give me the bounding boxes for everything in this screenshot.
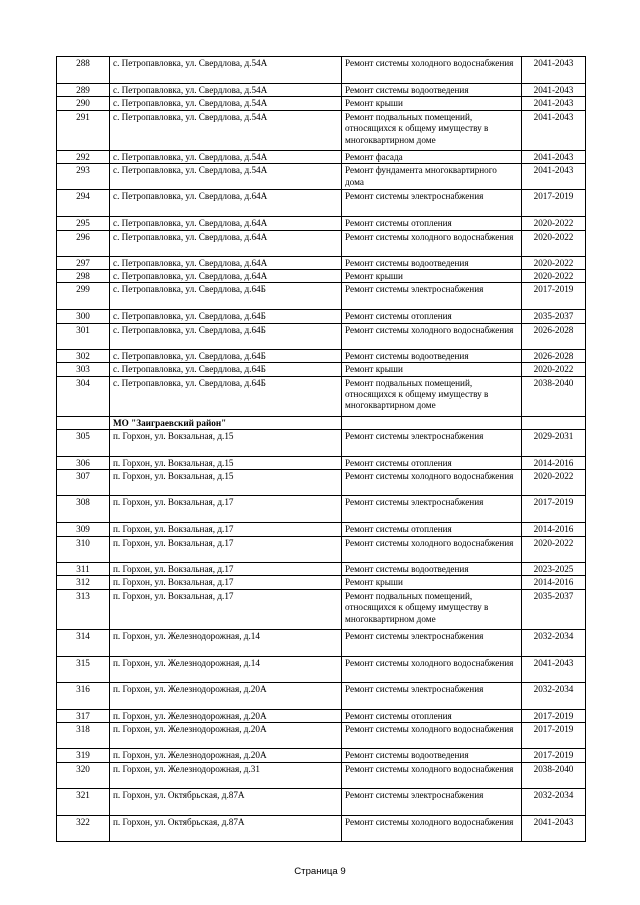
work-type-cell: Ремонт системы водоотведения [342, 749, 522, 762]
address-cell: с. Петропавловка, ул. Свердлова, д.64Б [110, 323, 342, 349]
work-type-cell: Ремонт системы холодного водоснабжения [342, 470, 522, 496]
period-cell: 2038-2040 [522, 762, 586, 788]
work-type-cell: Ремонт системы холодного водоснабжения [342, 323, 522, 349]
row-number: 288 [57, 57, 110, 84]
work-type-cell: Ремонт системы электроснабжения [342, 283, 522, 310]
table-row [57, 496, 586, 523]
row-number: 295 [57, 217, 110, 230]
period-cell: 2026-2028 [522, 323, 586, 349]
work-type-cell: Ремонт системы водоотведения [342, 84, 522, 97]
row-number: 305 [57, 430, 110, 457]
work-type-cell: Ремонт системы холодного водоснабжения [342, 57, 522, 84]
work-type-cell: Ремонт системы электроснабжения [342, 788, 522, 815]
address-cell: п. Горхон, ул. Октябрьская, д.87А [110, 788, 342, 815]
region-number-cell [57, 416, 110, 429]
address-cell: с. Петропавловка, ул. Свердлова, д.54А [110, 164, 342, 190]
work-type-cell: Ремонт системы отопления [342, 217, 522, 230]
period-cell: 2035-2037 [522, 310, 586, 323]
table-row [57, 57, 586, 84]
address-cell: п. Горхон, ул. Вокзальная, д.15 [110, 457, 342, 470]
table-row [57, 682, 586, 709]
work-type-cell: Ремонт крыши [342, 270, 522, 283]
address-cell: с. Петропавловка, ул. Свердлова, д.64Б [110, 283, 342, 310]
row-number: 315 [57, 656, 110, 682]
row-number: 321 [57, 788, 110, 815]
table-row [57, 150, 586, 163]
table-row [57, 562, 586, 575]
table-row [57, 536, 586, 562]
period-cell: 2026-2028 [522, 349, 586, 362]
table-row [57, 270, 586, 283]
work-type-cell: Ремонт системы холодного водоснабжения [342, 230, 522, 256]
work-type-cell: Ремонт системы электроснабжения [342, 682, 522, 709]
period-cell: 2023-2025 [522, 562, 586, 575]
work-type-cell: Ремонт подвальных помещений, относящихся к общему имуществу в многоквартирном доме [342, 589, 522, 629]
period-cell: 2038-2040 [522, 376, 586, 416]
table-row [57, 217, 586, 230]
row-number: 304 [57, 376, 110, 416]
table-row [57, 457, 586, 470]
table-row [57, 363, 586, 376]
period-cell: 2014-2016 [522, 576, 586, 589]
table-row [57, 723, 586, 749]
period-cell: 2029-2031 [522, 430, 586, 457]
table-row [57, 576, 586, 589]
period-cell: 2020-2022 [522, 536, 586, 562]
row-number: 311 [57, 562, 110, 575]
address-cell: с. Петропавловка, ул. Свердлова, д.64А [110, 230, 342, 256]
row-number: 301 [57, 323, 110, 349]
period-cell: 2035-2037 [522, 589, 586, 629]
row-number: 298 [57, 270, 110, 283]
row-number: 303 [57, 363, 110, 376]
address-cell: п. Горхон, ул. Вокзальная, д.17 [110, 589, 342, 629]
work-type-cell: Ремонт системы холодного водоснабжения [342, 656, 522, 682]
row-number: 313 [57, 589, 110, 629]
work-type-cell: Ремонт системы отопления [342, 457, 522, 470]
table-row [57, 190, 586, 217]
row-number: 296 [57, 230, 110, 256]
work-type-cell: Ремонт системы электроснабжения [342, 190, 522, 217]
address-cell: п. Горхон, ул. Октябрьская, д.87А [110, 815, 342, 841]
row-number: 307 [57, 470, 110, 496]
address-cell: с. Петропавловка, ул. Свердлова, д.64Б [110, 349, 342, 362]
row-number: 308 [57, 496, 110, 523]
address-cell: с. Петропавловка, ул. Свердлова, д.54А [110, 57, 342, 84]
table-row [57, 656, 586, 682]
table-row [57, 430, 586, 457]
row-number: 292 [57, 150, 110, 163]
work-type-cell: Ремонт системы холодного водоснабжения [342, 762, 522, 788]
row-number: 317 [57, 709, 110, 722]
table-row [57, 84, 586, 97]
row-number: 312 [57, 576, 110, 589]
work-type-cell: Ремонт системы отопления [342, 310, 522, 323]
work-type-cell: Ремонт системы электроснабжения [342, 496, 522, 523]
table-row [57, 629, 586, 656]
table-body [57, 57, 586, 842]
period-cell: 2032-2034 [522, 629, 586, 656]
period-cell: 2020-2022 [522, 256, 586, 269]
row-number: 306 [57, 457, 110, 470]
address-cell: п. Горхон, ул. Вокзальная, д.15 [110, 430, 342, 457]
period-cell: 2017-2019 [522, 723, 586, 749]
region-empty-cell [522, 416, 586, 429]
address-cell: с. Петропавловка, ул. Свердлова, д.54А [110, 97, 342, 110]
period-cell: 2032-2034 [522, 788, 586, 815]
address-cell: с. Петропавловка, ул. Свердлова, д.64Б [110, 376, 342, 416]
period-cell: 2032-2034 [522, 682, 586, 709]
address-cell: п. Горхон, ул. Вокзальная, д.17 [110, 562, 342, 575]
period-cell: 2020-2022 [522, 217, 586, 230]
region-header-row [57, 416, 586, 429]
row-number: 319 [57, 749, 110, 762]
row-number: 322 [57, 815, 110, 841]
table-row [57, 110, 586, 150]
period-cell: 2041-2043 [522, 150, 586, 163]
row-number: 297 [57, 256, 110, 269]
region-title: МО "Заиграевский район" [110, 416, 342, 429]
table-row [57, 788, 586, 815]
page-number-footer: Страница 9 [294, 866, 346, 877]
table-row [57, 97, 586, 110]
address-cell: с. Петропавловка, ул. Свердлова, д.54А [110, 84, 342, 97]
table-row [57, 470, 586, 496]
row-number: 294 [57, 190, 110, 217]
period-cell: 2017-2019 [522, 749, 586, 762]
row-number: 314 [57, 629, 110, 656]
row-number: 320 [57, 762, 110, 788]
period-cell: 2041-2043 [522, 656, 586, 682]
work-type-cell: Ремонт системы отопления [342, 709, 522, 722]
period-cell: 2020-2022 [522, 270, 586, 283]
address-cell: с. Петропавловка, ул. Свердлова, д.64А [110, 190, 342, 217]
row-number: 291 [57, 110, 110, 150]
work-type-cell: Ремонт фасада [342, 150, 522, 163]
row-number: 289 [57, 84, 110, 97]
address-cell: с. Петропавловка, ул. Свердлова, д.64Б [110, 310, 342, 323]
table-row [57, 762, 586, 788]
table-row [57, 256, 586, 269]
row-number: 309 [57, 523, 110, 536]
work-type-cell: Ремонт системы водоотведения [342, 256, 522, 269]
period-cell: 2014-2016 [522, 457, 586, 470]
work-type-cell: Ремонт крыши [342, 576, 522, 589]
work-type-cell: Ремонт подвальных помещений, относящихся к общему имуществу в многоквартирном доме [342, 110, 522, 150]
row-number: 302 [57, 349, 110, 362]
table-row [57, 283, 586, 310]
period-cell: 2017-2019 [522, 190, 586, 217]
row-number: 300 [57, 310, 110, 323]
address-cell: п. Горхон, ул. Железнодорожная, д.20А [110, 709, 342, 722]
table-row [57, 164, 586, 190]
address-cell: п. Горхон, ул. Железнодорожная, д.14 [110, 629, 342, 656]
table-row [57, 310, 586, 323]
period-cell: 2041-2043 [522, 164, 586, 190]
region-empty-cell [342, 416, 522, 429]
address-cell: с. Петропавловка, ул. Свердлова, д.54А [110, 150, 342, 163]
address-cell: п. Горхон, ул. Железнодорожная, д.20А [110, 682, 342, 709]
work-type-cell: Ремонт подвальных помещений, относящихся к общему имуществу в многоквартирном доме [342, 376, 522, 416]
address-cell: п. Горхон, ул. Вокзальная, д.15 [110, 470, 342, 496]
address-cell: с. Петропавловка, ул. Свердлова, д.64А [110, 217, 342, 230]
row-number: 316 [57, 682, 110, 709]
period-cell: 2041-2043 [522, 110, 586, 150]
address-cell: п. Горхон, ул. Железнодорожная, д.14 [110, 656, 342, 682]
row-number: 299 [57, 283, 110, 310]
row-number: 290 [57, 97, 110, 110]
address-cell: п. Горхон, ул. Вокзальная, д.17 [110, 496, 342, 523]
period-cell: 2041-2043 [522, 57, 586, 84]
table-row [57, 230, 586, 256]
period-cell: 2020-2022 [522, 230, 586, 256]
period-cell: 2017-2019 [522, 283, 586, 310]
address-cell: п. Горхон, ул. Вокзальная, д.17 [110, 523, 342, 536]
work-type-cell: Ремонт системы отопления [342, 523, 522, 536]
period-cell: 2014-2016 [522, 523, 586, 536]
period-cell: 2041-2043 [522, 97, 586, 110]
work-type-cell: Ремонт системы водоотведения [342, 349, 522, 362]
work-type-cell: Ремонт системы холодного водоснабжения [342, 536, 522, 562]
address-cell: п. Горхон, ул. Вокзальная, д.17 [110, 536, 342, 562]
row-number: 293 [57, 164, 110, 190]
repair-schedule-table [56, 56, 586, 842]
table-row [57, 323, 586, 349]
address-cell: п. Горхон, ул. Железнодорожная, д.20А [110, 749, 342, 762]
address-cell: с. Петропавловка, ул. Свердлова, д.54А [110, 110, 342, 150]
table-row [57, 349, 586, 362]
period-cell: 2017-2019 [522, 496, 586, 523]
work-type-cell: Ремонт системы холодного водоснабжения [342, 723, 522, 749]
work-type-cell: Ремонт системы электроснабжения [342, 430, 522, 457]
table-row [57, 709, 586, 722]
period-cell: 2020-2022 [522, 363, 586, 376]
work-type-cell: Ремонт крыши [342, 363, 522, 376]
work-type-cell: Ремонт фундамента многоквартирного дома [342, 164, 522, 190]
address-cell: с. Петропавловка, ул. Свердлова, д.64А [110, 256, 342, 269]
table-row [57, 523, 586, 536]
work-type-cell: Ремонт системы водоотведения [342, 562, 522, 575]
address-cell: с. Петропавловка, ул. Свердлова, д.64А [110, 270, 342, 283]
address-cell: п. Горхон, ул. Вокзальная, д.17 [110, 576, 342, 589]
period-cell: 2041-2043 [522, 815, 586, 841]
row-number: 310 [57, 536, 110, 562]
address-cell: п. Горхон, ул. Железнодорожная, д.31 [110, 762, 342, 788]
table-row [57, 589, 586, 629]
address-cell: п. Горхон, ул. Железнодорожная, д.20А [110, 723, 342, 749]
period-cell: 2020-2022 [522, 470, 586, 496]
work-type-cell: Ремонт системы электроснабжения [342, 629, 522, 656]
period-cell: 2041-2043 [522, 84, 586, 97]
address-cell: с. Петропавловка, ул. Свердлова, д.64Б [110, 363, 342, 376]
work-type-cell: Ремонт крыши [342, 97, 522, 110]
table-row [57, 376, 586, 416]
row-number: 318 [57, 723, 110, 749]
work-type-cell: Ремонт системы холодного водоснабжения [342, 815, 522, 841]
table-row [57, 749, 586, 762]
table-row [57, 815, 586, 841]
period-cell: 2017-2019 [522, 709, 586, 722]
